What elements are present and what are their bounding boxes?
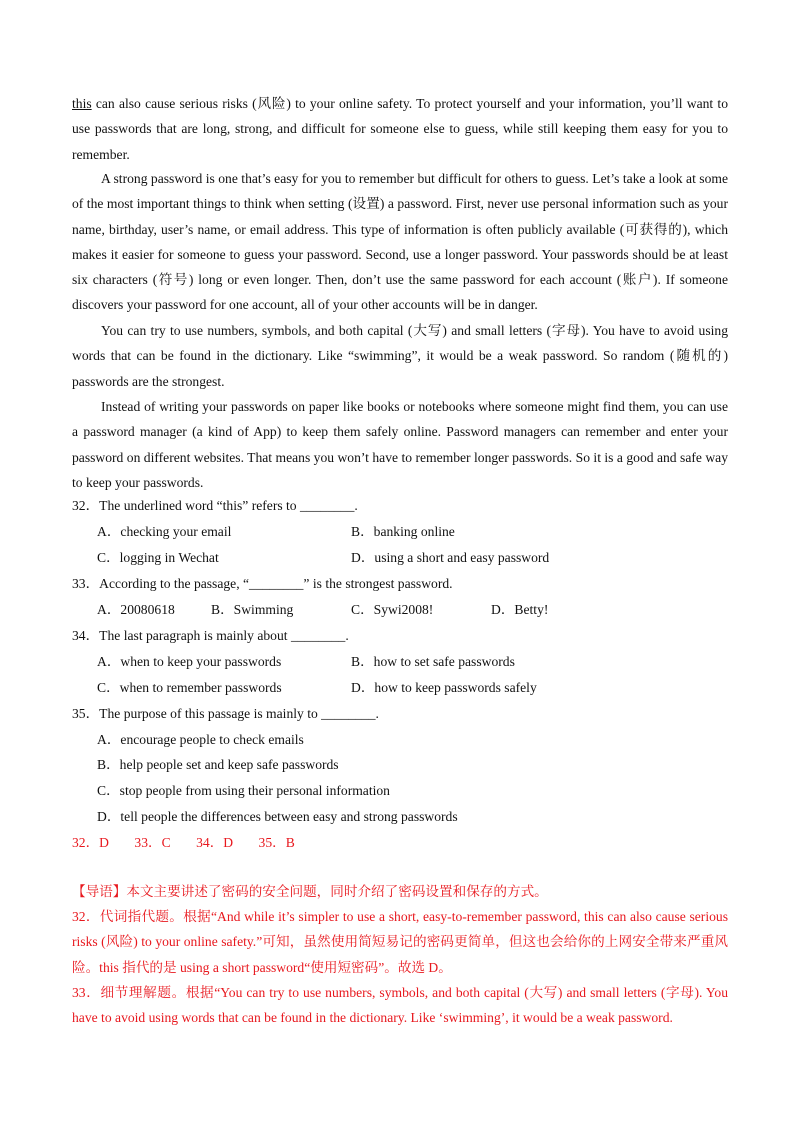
question-33-option-a: A．20080618 [97, 602, 175, 617]
question-32-stem: 32．The underlined word “this” refers to ________. [72, 498, 358, 513]
question-33-option-d: D．Betty! [491, 602, 549, 617]
question-32-option-a: A．checking your email [97, 524, 232, 539]
explanation-intro: 【导语】本文主要讲述了密码的安全问题，同时介绍了密码设置和保存的方式。 [72, 884, 548, 899]
question-32-option-d: D．using a short and easy password [351, 550, 550, 565]
question-35-option-d: D．tell people the differences between easy and strong passwords [97, 809, 458, 824]
answer-32: 32．D [72, 835, 110, 850]
question-33-stem: 33．According to the passage, “________” is the strongest password. [72, 576, 453, 591]
question-33-option-c: C．Sywi2008! [351, 602, 434, 617]
question-35-option-b: B．help people set and keep safe passwords [97, 757, 339, 772]
answer-34: 34．D [196, 835, 234, 850]
explanation-32: 32．代词指代题。根据“And while it’s simpler to use a short, easy-to-remember password, this can also cause serious risks (风险) to your online safety.”可知，虽然使用简短易记的密码更简单，但这也会给你的上网安全带来严重风险。this 指代的是 using a short password“使用短密码”。故选 D。 [72, 909, 728, 975]
question-34-option-b: B．how to set safe passwords [351, 654, 515, 669]
answer-35: 35．B [258, 835, 295, 850]
question-32-option-b: B．banking online [351, 524, 455, 539]
question-34-stem: 34．The last paragraph is mainly about ________. [72, 628, 349, 643]
answer-key [72, 831, 317, 851]
passage-paragraph-1: this can also cause serious risks (风险) to your online safety. To protect yourself and your information, you’ll want to use passwords that are long, strong, and difficult for someone else to guess, while still keeping them easy for you to remember. [72, 96, 728, 162]
question-34-option-a: A．when to keep your passwords [97, 654, 282, 669]
question-34-option-c: C．when to remember passwords [97, 680, 282, 695]
explanation-33: 33．细节理解题。根据“You can try to use numbers, symbols, and both capital (大写) and small letters (字母). You have to avoid using words that can be found in the dictionary. Like ‘swimming’, it would be a weak password. [72, 985, 728, 1026]
passage-paragraph-3: You can try to use numbers, symbols, and both capital (大写) and small letters (字母). You have to avoid using words that can be found in the dictionary. Like “swimming”, it would be a weak password. So random (随机的) passwords are the strongest. [72, 323, 728, 389]
question-35-option-c: C．stop people from using their personal information [97, 783, 390, 798]
passage-paragraph-4: Instead of writing your passwords on paper like books or notebooks where someone might find them, you can use a password manager (a kind of App) to keep them safely online. Password managers can remember and enter your password on different websites. That means you won’t have to remember longer passwords. So it is a good and safe way to keep your passwords. [72, 399, 728, 490]
underlined-word-this: this [72, 96, 92, 111]
question-34-option-d: D．how to keep passwords safely [351, 680, 537, 695]
answer-33: 33．C [134, 835, 171, 850]
question-35-stem: 35．The purpose of this passage is mainly to ________. [72, 706, 379, 721]
question-35-option-a: A．encourage people to check emails [97, 732, 304, 747]
question-32-option-c: C．logging in Wechat [97, 550, 219, 565]
question-33-option-b: B．Swimming [211, 602, 294, 617]
passage-paragraph-2: A strong password is one that’s easy for you to remember but difficult for others to guess. Let’s take a look at some of the most important things to think when setting (设置) a password. First, never use personal information such as your name, birthday, user’s name, or email address. This type of information is often publicly available (可获得的), which makes it easier for someone to guess your password. Second, use a longer password. Your passwords should be at least six characters (符号) long or even longer. Then, don’t use the same password for each account (账户). If someone discovers your password for one account, all of your other accounts will be in danger. [72, 171, 728, 313]
